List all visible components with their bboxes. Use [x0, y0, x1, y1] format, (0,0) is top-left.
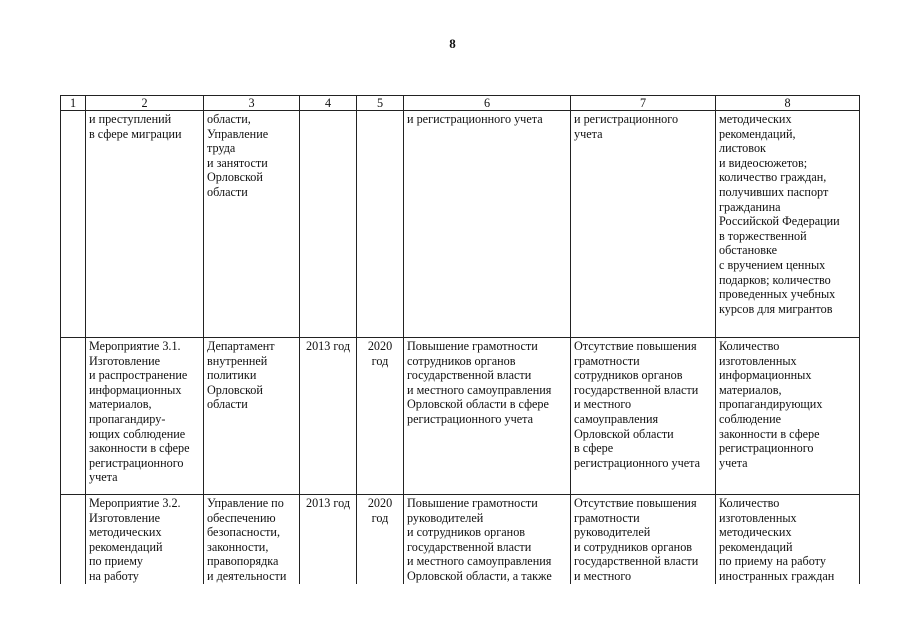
- table-cell: [300, 111, 357, 338]
- table-cell: Повышение грамотности руководителей и сотрудников органов государственной власти и местного самоуправления Орловской области, а также: [404, 495, 571, 585]
- table-cell: Мероприятие 3.2. Изготовление методических рекомендаций по приему на работу: [86, 495, 204, 585]
- column-header: 1: [61, 96, 86, 111]
- column-header: 7: [571, 96, 716, 111]
- column-header: 6: [404, 96, 571, 111]
- table-cell: [61, 338, 86, 495]
- table-cell: [61, 111, 86, 338]
- table-row: [61, 338, 860, 495]
- table-cell: и преступлений в сфере миграции: [86, 111, 204, 338]
- table-cell: области, Управление труда и занятости Орловской области: [204, 111, 300, 338]
- page-bottom-margin: [0, 591, 905, 640]
- table-cell: [61, 495, 86, 585]
- table-cell: Управление по обеспечению безопасности, законности, правопорядка и деятельности: [204, 495, 300, 585]
- table-row: [61, 111, 860, 338]
- column-header: 3: [204, 96, 300, 111]
- table-cell: Количество изготовленных информационных материалов, пропагандирующих соблюдение законности в сфере регистрационного учета: [716, 338, 860, 495]
- table-row: [61, 495, 860, 585]
- column-header: 5: [357, 96, 404, 111]
- table-cell: 2013 год: [300, 495, 357, 585]
- page-number: 8: [449, 36, 456, 51]
- table-cell: Департамент внутренней политики Орловской области: [204, 338, 300, 495]
- table-cell: 2013 год: [300, 338, 357, 495]
- table-cell: Отсутствие повышения грамотности руководителей и сотрудников органов государственной власти и местного: [571, 495, 716, 585]
- table-cell: Повышение грамотности сотрудников органов государственной власти и местного самоуправления Орловской области в сфере регистрационного учета: [404, 338, 571, 495]
- table-cell: [357, 111, 404, 338]
- column-header: 4: [300, 96, 357, 111]
- table-cell: 2020 год: [357, 338, 404, 495]
- column-header: 8: [716, 96, 860, 111]
- table-cell: и регистрационного учета: [571, 111, 716, 338]
- table-cell: Количество изготовленных методических рекомендаций по приему на работу иностранных граждан: [716, 495, 860, 585]
- table-cell: 2020 год: [357, 495, 404, 585]
- column-number-row: [61, 96, 860, 111]
- table-cell: методических рекомендаций, листовок и видеосюжетов; количество граждан, получивших паспорт гражданина Российской Федерации в торжественной обстановке с вручением ценных подарков; количество проведенных учебных курсов для мигрантов: [716, 111, 860, 338]
- table-cell: и регистрационного учета: [404, 111, 571, 338]
- table-cell: Отсутствие повышения грамотности сотрудников органов государственной власти и местного самоуправления Орловской области в сфере регистрационного учета: [571, 338, 716, 495]
- table-cell: Мероприятие 3.1. Изготовление и распространение информационных материалов, пропагандиру- ющих соблюдение законности в сфере регистрационного учета: [86, 338, 204, 495]
- column-header: 2: [86, 96, 204, 111]
- measures-table: [60, 95, 860, 584]
